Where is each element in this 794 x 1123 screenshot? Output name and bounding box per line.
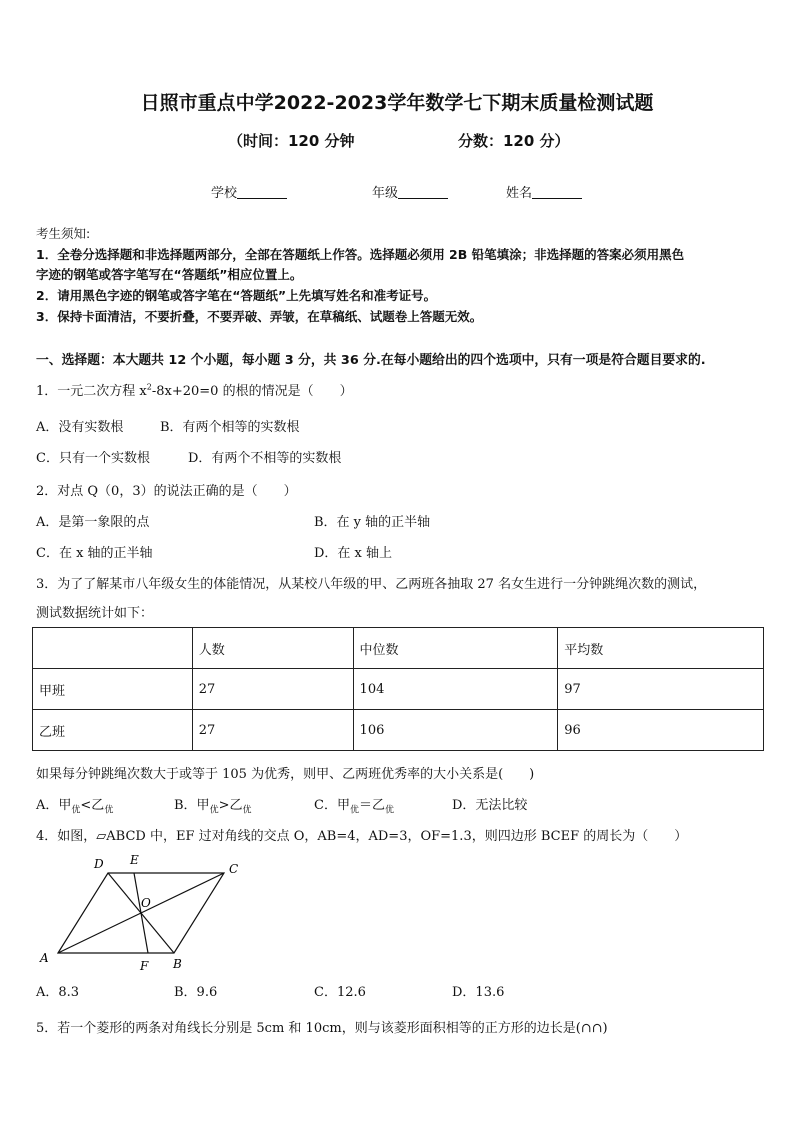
exam-score: 分数：120 分）: [458, 132, 570, 150]
notes-heading: 考生须知:: [36, 226, 91, 241]
grade-blank[interactable]: [398, 186, 448, 199]
table-row: [33, 710, 764, 751]
q4-option-a[interactable]: A．8.3: [36, 985, 80, 1000]
q2-option-d[interactable]: D．在 x 轴上: [314, 546, 393, 561]
note-3: 3．保持卡面清洁，不要折叠，不要弄破、弄皱，在草稿纸、试题卷上答题无效。: [36, 309, 483, 324]
point-label-e: E: [130, 853, 139, 867]
section-heading: 一、选择题：本大题共 12 个小题，每小题 3 分，共 36 分.在每小题给出的四个选项中，只有一项是符合题目要求的.: [36, 353, 706, 368]
vertex-label-a: A: [40, 951, 49, 965]
q1-option-b[interactable]: B．有两个相等的实数根: [160, 420, 300, 435]
note-1b: 字迹的钢笔或答字笔写在“答题纸”相应位置上。: [36, 267, 303, 282]
q5-stem: 5．若一个菱形的两条对角线长分别是 5cm 和 10cm，则与该菱形面积相等的正方形的边长是(∩∩): [36, 1021, 608, 1036]
exam-title: 日照市重点中学2022-2023学年数学七下期末质量检测试题: [140, 92, 654, 114]
q4-option-c[interactable]: C．12.6: [314, 985, 366, 1000]
q3-option-d[interactable]: D．无法比较: [452, 798, 528, 813]
table-cell: 27: [192, 710, 353, 751]
segment-ef: [134, 873, 148, 953]
table-cell: 96: [558, 710, 764, 751]
q3-followup: 如果每分钟跳绳次数大于或等于 105 为优秀，则甲、乙两班优秀率的大小关系是( ): [36, 767, 535, 782]
vertex-label-b: B: [173, 957, 182, 971]
q1-option-a[interactable]: A．没有实数根: [36, 420, 124, 435]
table-cell: 97: [558, 669, 764, 710]
q2-option-b[interactable]: B．在 y 轴的正半轴: [314, 515, 431, 530]
note-1a: 1．全卷分选择题和非选择题两部分，全部在答题纸上作答。选择题必须用 2B 铅笔填涂；非选择题的答案必须用黑色: [36, 247, 685, 262]
q1-option-d[interactable]: D．有两个不相等的实数根: [188, 451, 342, 466]
note-2: 2．请用黑色字迹的钢笔或答字笔在“答题纸”上先填写姓名和准考证号。: [36, 288, 437, 303]
parallelogram-figure: [30, 850, 250, 975]
q4-option-b[interactable]: B．9.6: [174, 985, 218, 1000]
q3-data-table: [32, 627, 764, 751]
table-cell: 106: [353, 710, 558, 751]
q3-stem-line1: 3．为了了解某市八年级女生的体能情况，从某校八年级的甲、乙两班各抽取 27 名女生进行一分钟跳绳次数的测试，: [36, 577, 707, 592]
q2-option-a[interactable]: A．是第一象限的点: [36, 515, 150, 530]
table-cell: 104: [353, 669, 558, 710]
q4-stem: 4．如图，▱ABCD 中，EF 过对角线的交点 O，AB=4，AD=3，OF=1.3，则四边形 BCEF 的周长为（ ）: [36, 829, 688, 844]
q3-option-c[interactable]: C．甲$_优$＝乙$_优$: [314, 798, 394, 816]
vertex-label-d: D: [94, 857, 104, 871]
point-label-o: O: [141, 896, 151, 910]
q1-stem: 1．一元二次方程 $x^2-8x+20=0$ 的根的情况是（ ）: [36, 382, 353, 399]
grade-label: 年级: [372, 186, 399, 201]
school-blank[interactable]: [237, 186, 287, 199]
q2-stem: 2．对点 Q（0，3）的说法正确的是（ ）: [36, 484, 297, 499]
name-blank[interactable]: [532, 186, 582, 199]
vertex-label-c: C: [229, 862, 239, 876]
table-header-cell: 人数: [192, 628, 353, 669]
name-field[interactable]: [506, 182, 582, 201]
q1-option-c[interactable]: C．只有一个实数根: [36, 451, 150, 466]
school-label: 学校: [211, 186, 238, 201]
school-field[interactable]: [211, 182, 287, 201]
table-cell: 甲班: [33, 669, 193, 710]
grade-field[interactable]: [372, 182, 448, 201]
table-header-cell: [33, 628, 193, 669]
q2-option-c[interactable]: C．在 x 轴的正半轴: [36, 546, 153, 561]
table-row: [33, 669, 764, 710]
q3-option-b[interactable]: B．甲$_优$>乙$_优$: [174, 798, 252, 816]
q3-option-a[interactable]: A．甲$_优$<乙$_优$: [36, 798, 114, 816]
table-header-row: [33, 628, 764, 669]
table-header-cell: 平均数: [558, 628, 764, 669]
name-label: 姓名: [506, 186, 533, 201]
table-cell: 乙班: [33, 710, 193, 751]
point-label-f: F: [140, 959, 149, 973]
table-cell: 27: [192, 669, 353, 710]
table-header-cell: 中位数: [353, 628, 558, 669]
exam-time: （时间：120 分钟: [228, 132, 355, 150]
q4-option-d[interactable]: D．13.6: [452, 985, 505, 1000]
q3-stem-line2: 测试数据统计如下：: [36, 606, 154, 621]
